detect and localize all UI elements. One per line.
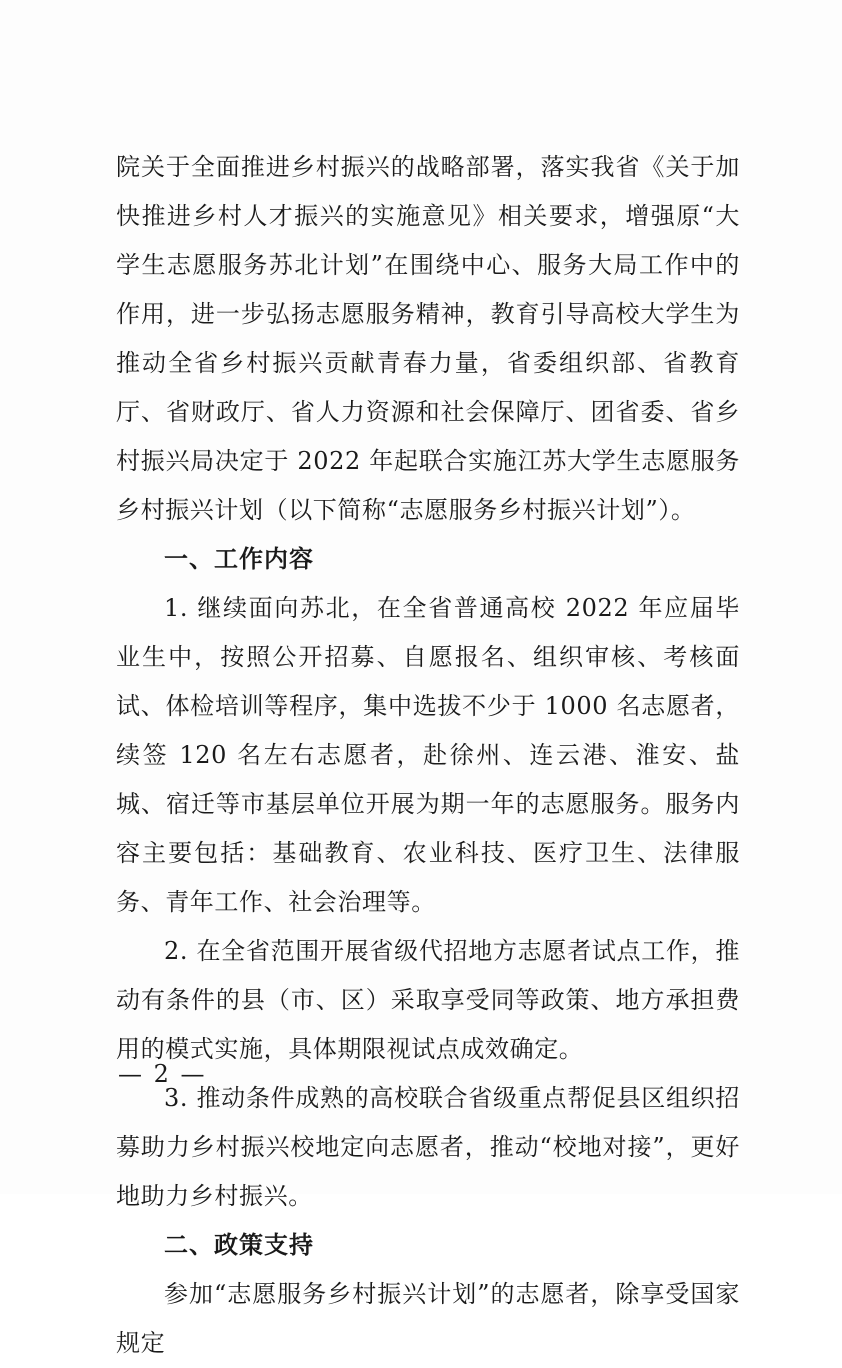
policy-intro-paragraph: 参加“志愿服务乡村振兴计划”的志愿者，除享受国家规定 [116,1280,740,1357]
document-body [116,143,740,1368]
intro-paragraph: 院关于全面推进乡村振兴的战略部署，落实我省《关于加快推进乡村人才振兴的实施意见》相关要求，增强原“大学生志愿服务苏北计划”在围绕中心、服务大局工作中的作用，进一步弘扬志愿服务精神，教育引导高校大学生为推动全省乡村振兴贡献青春力量，省委组织部、省教育厅、省财政厅、省人力资源和社会保障厅、团省委、省乡村振兴局决定于 2022 年起联合实施江苏大学生志愿服务乡村振兴计划（以下简称“志愿服务乡村振兴计划”）。 [116,153,740,524]
section-heading-work-content: 一、工作内容 [164,545,314,573]
page-number: — 2 — [118,1060,207,1088]
work-item-1: 1. 继续面向苏北，在全省普通高校 2022 年应届毕业生中，按照公开招募、自愿报名、组织审核、考核面试、体检培训等程序，集中选拔不少于 1000 名志愿者，续签 120 名左右志愿者，赴徐州、连云港、淮安、盐城、宿迁等市基层单位开展为期一年的志愿服务。服务内容主要包括：基础教育、农业科技、医疗卫生、法律服务、青年工作、社会治理等。 [116,594,740,916]
work-item-2: 2. 在全省范围开展省级代招地方志愿者试点工作，推动有条件的县（市、区）采取享受同等政策、地方承担费用的模式实施，具体期限视试点成效确定。 [116,937,740,1063]
work-item-3: 3. 推动条件成熟的高校联合省级重点帮促县区组织招募助力乡村振兴校地定向志愿者，推动“校地对接”，更好地助力乡村振兴。 [116,1084,740,1210]
section-heading-policy-support: 二、政策支持 [164,1231,314,1259]
